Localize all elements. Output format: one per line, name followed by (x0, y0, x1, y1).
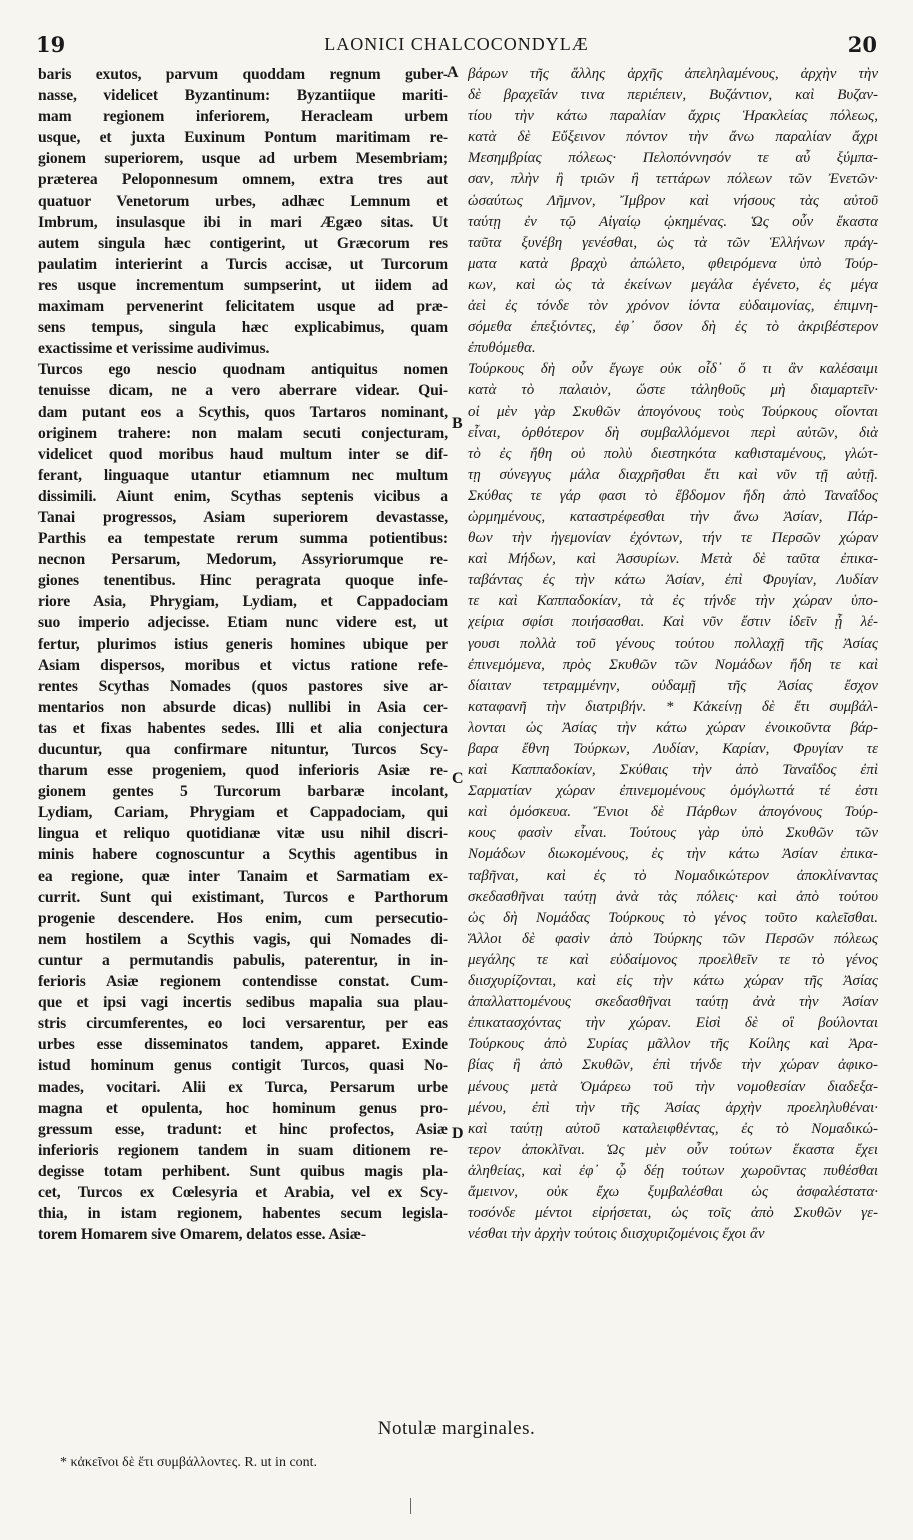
greek-text-line: μεγάλης τε καὶ εὐδαίμονος προελθεῖν τε τὸ γένος (468, 951, 878, 968)
latin-text-line: dam putant eos a Scythis, quos Tartaros nominant, (38, 403, 448, 421)
greek-text-line: Τούρκους δὴ οὖν ἔγωγε οὐκ οἶδ᾽ ὅ τι ἂν καλέσαιμι (468, 361, 878, 378)
greek-text-line: μένου, ἐπὶ τὴν τῆς Ἀσίας ἀρχὴν προεληλυθέναι· (468, 1099, 878, 1116)
latin-text-line: res usque incrementum sumpserint, ut iidem ad (38, 276, 448, 294)
greek-text-line: θων τὴν ἡγεμονίαν ἐχόντων, τήν τε Περσῶν χώραν (468, 530, 878, 547)
latin-text-line: urbes esse disseminatos tandem, apparet. Exinde (38, 1036, 448, 1054)
latin-text-line: paulatim interierint a Turcis accisæ, ut Turcorum (38, 255, 448, 273)
greek-text-line: δὲ βραχεῖάν τινα περιέπειν, Βυζάντιον, καὶ Βυζαν- (468, 87, 878, 104)
latin-text-line: Turcos ego nescio quodnam antiquitus nomen (38, 361, 448, 379)
greek-text-line: βάρων τῆς ἄλλης ἀρχῆς ἀπεληλαμένους, ἀρχὴν τὴν (468, 66, 878, 82)
latin-text-line: maximam pervenerint felicitatem usque ad præ- (38, 298, 448, 316)
greek-text-line: ταῦτα ξυνέβη γενέσθαι, ὡς τὰ τῶν Ἑλλήνων πράγ- (468, 234, 878, 251)
running-title: LAONICI CHALCOCONDYLÆ (324, 34, 589, 54)
greek-text-line: Ἄλλοι δὲ φασὶν ἀπὸ Τούρκης τῶν Περσῶν πόλεως (468, 930, 878, 947)
greek-text-line: δίαιταν τετραμμένην, οὐδαμῇ τῆς Ἀσίας ἔσχον (468, 677, 878, 694)
latin-text-line: tharum esse progeniem, quod inferioris Asiæ re- (38, 762, 448, 780)
greek-text-line: βίας ἢ ἀπὸ Σκυθῶν, ἐπὶ τήνδε τὴν χώραν ἀφικο- (468, 1057, 878, 1074)
latin-text-line: progenie descendere. Hos enim, cum persecutio- (38, 909, 448, 927)
greek-text-line: ὡσαύτως Λῆμνον, Ἴμβρον καὶ νήσους τὰς αὐτοῦ (468, 192, 878, 209)
greek-text-line: σκεδασθῆναι ταύτῃ ἀνὰ τὰς πόλεις· καὶ ἀπὸ τούτου (468, 888, 878, 905)
greek-text-line: ὡρμημένους, καταστρέφεσθαι τὴν ἄνω Ἀσίαν, Πάρ- (468, 508, 878, 525)
latin-text-line: ducuntur, qua confirmare nituntur, Turcos Scy- (38, 741, 448, 758)
greek-text-line: ταύτῃ ἐν τῷ Αἰγαίῳ ᾠκημένας. Ὡς οὖν ἕκαστα (468, 213, 878, 230)
greek-text-line: νέσθαι τὴν ἀρχὴν τούτοις διισχυριζομένοις ἔχοι ἂν (468, 1226, 765, 1243)
greek-text-line: καταφανῆ τὴν διατριβήν. * Κἀκείνῃ δὲ ἔτι συμβάλ- (468, 698, 878, 715)
greek-text-line: σόμεθα ἐπεξιόντες, ἐφ᾽ ὅσον δὴ ἐς τὸ ἀκριβέστερον (468, 319, 878, 336)
greek-text-line: καὶ ὁμόσκευα. Ἔνιοι δὲ Πάρθων ἀπογόνους Τούρ- (468, 804, 878, 821)
greek-text-line: λονται ὡς Ἀσίας τὴν κάτω χώραν ἐνοικοῦντα βάρ- (468, 719, 878, 736)
latin-text-line: quatuor Venetorum urbes, adhæc Lemnum et (38, 192, 448, 210)
greek-text-line: Σαρματίαν χώραν ἐπινεμομένους ὁμόγλωττά τέ ἐστι (468, 783, 878, 800)
greek-text-line: τὸ ἐς ἤθη οὐ πολὺ διεστηκότα καθισταμένους, γλώτ- (468, 445, 878, 462)
greek-text-line: ἐπικατασχόντας τὴν χώραν. Εἰσὶ δὲ οἳ βούλονται (468, 1015, 878, 1032)
latin-text-line: fertur, plurimos istius generis homines ubique per (38, 635, 448, 653)
latin-text-line: thia, in istam regionem, habentes secum legisla- (38, 1205, 448, 1223)
latin-text-line: mentarios non absurde dicas) nullibi in Asia cer- (38, 698, 448, 716)
latin-text-line: mades, vocitari. Alii ex Turca, Persarum urbe (38, 1078, 448, 1096)
latin-text-line: gressum esse, tradunt: et hinc profectos, Asiæ (38, 1120, 448, 1138)
greek-text-line: καὶ Μήδων, καὶ Ἀσσυρίων. Μετὰ δὲ ταῦτα ἐπικα- (468, 551, 878, 568)
latin-text-line: Lydiam, Cariam, Phrygiam et Cappadociam, qui (38, 804, 448, 822)
latin-text-line: suo imperio adjecisse. Etiam nunc videre est, ut (38, 614, 448, 632)
latin-text-line: Imbrum, insulasque ibi in mari Ægæo sitas. Ut (38, 213, 448, 231)
latin-text-line: Parthis ea tempestate rerum summa potientibus: (38, 530, 448, 548)
greek-text-line: κων, καὶ ὡς τὰ ἐκείνων μεγάλα ἐγένετο, ἐς μέγα (468, 276, 878, 293)
greek-text-line: χείρια σφίσι ποιήσασθαι. Καὶ νῦν ἔστιν ἰδεῖν ᾗ λέ- (468, 614, 878, 631)
latin-text-line: magna et opulenta, hoc hominum genus pro- (38, 1099, 448, 1117)
latin-text-line: Tanai progressos, Asiam superiorem devastasse, (38, 508, 448, 526)
greek-text-line: Νομάδων διωκομένους, ἐς τὴν κάτω Ἀσίαν ἐπικα- (468, 846, 878, 863)
latin-text-line: autem singula hæc contigerint, ut Græcorum res (38, 234, 448, 252)
greek-text-line: μένους μετὰ Ὀμάρεω τοῦ τὴν νομοθεσίαν διαδεξα- (468, 1078, 878, 1095)
latin-text-line: necnon Persarum, Medorum, Assyriorumque re- (38, 551, 448, 569)
greek-text-line: ταβῆναι, καὶ ἐς τὸ Νομαδικώτερον ἀποκλίναντας (468, 867, 878, 884)
latin-text-line: videlicet quod moribus haud multum inter se dif- (38, 445, 448, 463)
latin-text-line: gionem gentes 5 Turcorum barbaræ incolant, (38, 783, 448, 801)
latin-text-line: nasse, videlicet Byzantinum: Byzantiique mariti- (38, 87, 448, 105)
greek-text-line: κατὰ δὲ Εὔξεινον πόντον τὴν ἄνω παραλίαν ἄχρι (468, 129, 878, 146)
latin-text-line: præterea Peloponnesum omnem, extra tres aut (38, 171, 448, 189)
greek-text-line: τε καὶ Καππαδοκίαν, τὰ ἐς τήνδε τὴν χώραν ὑπο- (468, 593, 878, 610)
greek-text-line: τῃ σύνεγγυς μάλα διαχρῆσθαι ἔτι καὶ νῦν τῇ αὐτῇ. (468, 466, 878, 483)
latin-text-line: exactissime et verissime audivimus. (38, 340, 270, 358)
latin-text-line: cet, Turcos ex Cœlesyria et Arabia, vel ex Scy- (38, 1183, 448, 1201)
section-marker-b: B (452, 415, 463, 432)
greek-text-line: ἐπυθόμεθα. (468, 340, 536, 357)
page-header (30, 30, 883, 60)
latin-text-line: originem trahere: non malam secuti conjecturam, (38, 424, 448, 442)
latin-text-line: baris exutos, parvum quoddam regnum guber- (38, 66, 448, 83)
latin-text-line: lingua et reliquo quotidianæ vitæ usu nihil discri- (38, 825, 448, 843)
greek-text-line: ταβάντας ἐς τὴν κάτω Ἀσίαν, ἐπὶ Φρυγίαν, Λυδίαν (468, 572, 878, 589)
greek-text-line: διισχυρίζονται, καὶ εἰς τὴν κάτω χώραν τῆς Ἀσίας (468, 973, 878, 990)
latin-text-line: que et ipsi vagi incertis sedibus mapalia sua plau- (38, 994, 448, 1012)
latin-text-line: ferant, linguaque utantur etiamnum nec multum (38, 466, 448, 484)
greek-text-line: τίου τὴν κάτω παραλίαν ἄχρις Ἡρακλείας πόλεως, (468, 108, 878, 125)
marginal-notes-title: Notulæ marginales. (377, 1418, 536, 1439)
latin-text-line: rentes Scythas Nomades (quos pastores sive ar- (38, 677, 448, 695)
page-number-right: 20 (847, 32, 877, 57)
greek-text-line: ἄμεινον, οὐκ ἔχω ξυμβαλέσθαι ὡς ἀσφαλέστατα· (468, 1183, 878, 1200)
greek-text-line: ἀεὶ ἐς τόνδε τὸν χρόνον ἰόντα εὐδαιμονίας, ἐπιμνη- (468, 298, 878, 315)
greek-text-line: Σκύθας τε γάρ φασι τὸ ἕβδομον ἤδη ἀπὸ Ταναΐδος (468, 487, 878, 504)
latin-text-line: sens tempus, singula hæc explicabimus, quam (38, 319, 448, 337)
latin-text-line: torem Homarem sive Omarem, delatos esse. Asiæ- (38, 1226, 366, 1244)
latin-text-line: usque, et juxta Euxinum Pontum maritimam re- (38, 129, 448, 147)
latin-text-line: stris circumferentes, eo loci versarentur, per eas (38, 1015, 448, 1033)
greek-text-line: ματα κατὰ βραχὺ ἀπώλετο, φθειρόμενα ὑπὸ Τούρ- (468, 255, 878, 272)
section-marker-c: C (452, 770, 464, 787)
center-tick-mark (410, 1498, 411, 1514)
greek-text-line: γουσι πολλὰ τοῦ γένους τούτου πολλαχῇ τῆς Ἀσίας (468, 635, 878, 652)
latin-text-line: ferioris Asiæ regionem contendisse constat. Cum- (38, 973, 448, 991)
greek-text-line: καὶ ταύτῃ αὐτοῦ καταλειφθέντας, ἐς τὸ Νομαδικώ- (468, 1120, 878, 1137)
latin-text-line: Asiam dispersos, moribus et victus ratione refe- (38, 656, 448, 674)
latin-text-line: nem hostilem a Scythis vagis, qui Nomades di- (38, 930, 448, 948)
latin-text-line: gionem superiorem, usque ad urbem Mesembriam; (38, 150, 448, 168)
greek-text-line: ἀληθείας, καὶ ἐφ᾽ ᾧ δέῃ τούτων χωροῦντας πυθέσθαι (468, 1162, 878, 1179)
latin-text-line: mam regionem inferiorem, Heracleam urbem (38, 108, 448, 126)
latin-text-line: degisse totam perhibent. Sunt quibus magis pla- (38, 1162, 448, 1180)
latin-text-line: currit. Sunt qui existimant, Turcos e Parthorum (38, 888, 448, 906)
greek-text-line: σαν, πλὴν ἢ τριῶν ἢ τεττάρων πόλεων τῶν Ἐνετῶν· (468, 171, 878, 188)
latin-text-line: ea regione, quæ inter Tanaim et Sarmatiam ex- (38, 867, 448, 885)
greek-text-line: εἶναι, ὀρθότερον δὴ συμβαλλόμενοι περὶ αὐτῶν, διὰ (468, 424, 878, 441)
latin-text-line: dissimili. Aiunt enim, Scythas septenis vicibus a (38, 487, 448, 505)
marginal-note: * κἀκεῖνοι δὲ ἔτι συμβάλλοντες. R. ut in cont. (60, 1455, 318, 1470)
greek-text-line: καὶ Καππαδοκίαν, Σκύθαις τὴν ἀπὸ Ταναΐδος ἐπὶ (468, 762, 878, 779)
greek-text-line: βαρα ἔθνη Τούρκων, Λυδίαν, Καρίαν, Φρυγίαν τε (468, 741, 878, 757)
section-marker-d: D (452, 1125, 464, 1142)
greek-text-line: ὡς δὴ Νομάδας Τούρκους τὸ γένος τοῦτο καλεῖσθαι. (468, 909, 878, 926)
latin-text-line: cuntur a permutandis pabulis, paterentur, in in- (38, 951, 448, 969)
section-marker-a: A (447, 64, 459, 81)
greek-text-line: τοσόνδε μέντοι εἰρήσεται, ὡς τοῖς ἀπὸ Σκυθῶν γε- (468, 1205, 878, 1222)
greek-text-line: τερον ἀποκλῖναι. Ὡς μὲν οὖν τούτων ἕκαστα ἔχει (468, 1141, 878, 1158)
latin-column (38, 64, 448, 1245)
latin-text-line: riore Asia, Phrygiam, Lydiam, et Cappadociam (38, 593, 448, 611)
page-number-left: 19 (36, 32, 66, 57)
latin-text-line: tenuisse dicam, ne a vero aberrare videar. Qui- (38, 382, 448, 400)
greek-text-line: οἱ μὲν γὰρ Σκυθῶν ἀπογόνους τοὺς Τούρκους οἴονται (468, 403, 878, 420)
latin-text-line: inferioris regionem tandem in suam ditionem re- (38, 1141, 448, 1159)
latin-text-line: giones tenentibus. Hinc peragrata quoque infe- (38, 572, 448, 590)
latin-text-line: tas et fixas habentes sedes. Illi et alia conjectura (38, 719, 448, 737)
greek-text-line: ἐπινεμόμενα, πρὸς Σκυθῶν τῶν Νομάδων ἤδη τε καὶ (468, 656, 878, 673)
latin-text-line: istud hominum genus contigit Turcos, quasi No- (38, 1057, 448, 1075)
greek-column (468, 64, 878, 1245)
greek-text-line: κατὰ τὸ παλαιὸν, ὥστε τἀληθοῦς μὴ διαμαρτεῖν· (468, 382, 878, 399)
greek-text-line: κους φασὶν εἶναι. Τούτους γὰρ ὑπὸ Σκυθῶν τῶν (468, 825, 878, 842)
greek-text-line: ἀπαλλαττομένους σκεδασθῆναι ταύτῃ ἀνὰ τὴν Ἀσίαν (468, 994, 878, 1011)
greek-text-line: Μεσημβρίας πόλεως· Πελοπόννησόν τε αὖ ξύμπα- (468, 150, 878, 167)
latin-text-line: minis habere cognoscuntur a Scythis agentibus in (38, 846, 448, 864)
greek-text-line: Τούρκους ἀπὸ Συρίας μᾶλλον τῆς Κοίλης καὶ Ἀρα- (468, 1036, 878, 1053)
